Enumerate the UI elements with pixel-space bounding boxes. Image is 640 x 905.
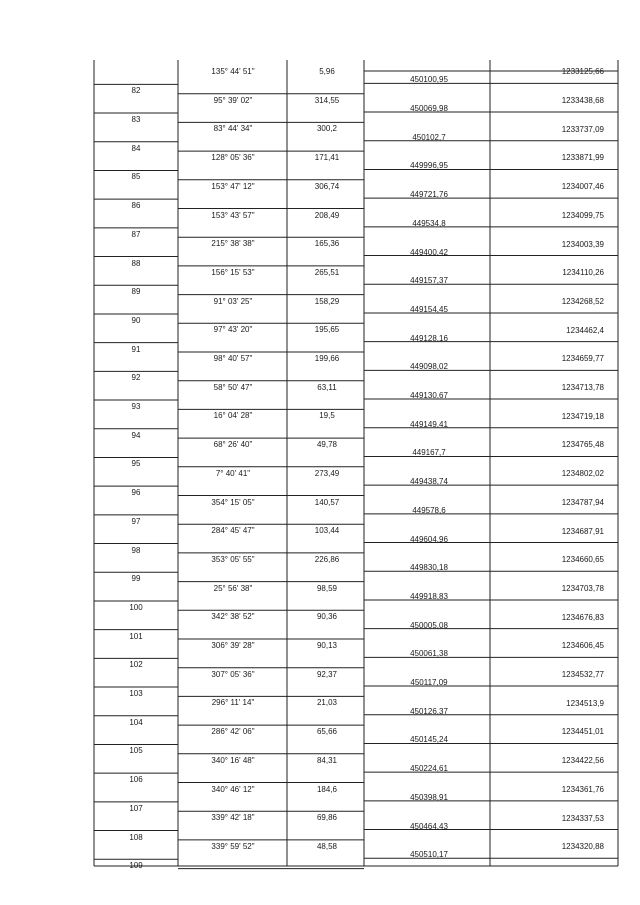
coordinate-x: 450102,7: [412, 132, 446, 142]
direction-angle: 286° 42' 06": [211, 727, 255, 737]
coordinate-y: 1234337,53: [561, 813, 604, 823]
point-number: 101: [129, 631, 143, 641]
coordinate-x: 449098,02: [410, 362, 448, 372]
point-number: 84: [131, 143, 141, 153]
direction-angle: 153° 43' 57": [211, 210, 255, 220]
coordinate-x: 449154,45: [410, 304, 448, 314]
coordinate-y: 1234099,75: [561, 210, 604, 220]
coordinate-y: 1233438,68: [561, 96, 604, 106]
coordinate-y: 1233125,66: [561, 67, 604, 77]
direction-angle: 98° 40' 57": [213, 354, 253, 363]
direction-angle: 16° 04' 28": [213, 411, 253, 421]
segment-distance: 98,59: [316, 583, 338, 593]
segment-distance: 48,58: [316, 841, 338, 851]
coordinate-x: 449128,16: [410, 333, 448, 343]
coordinate-x: 450100,95: [410, 75, 448, 85]
point-number: 85: [131, 172, 141, 182]
coordinate-y: 1234007,46: [561, 182, 604, 192]
point-number: 88: [131, 258, 141, 268]
coordinate-y: 1234703,78: [561, 583, 604, 593]
direction-angle: 307° 05' 36": [211, 669, 255, 679]
direction-angle: 91° 03' 25": [213, 296, 253, 306]
point-number: 99: [131, 574, 141, 584]
coordinate-y: 1234003,39: [561, 239, 604, 249]
direction-angle: 7° 40' 41": [215, 468, 251, 478]
coordinate-x: 450398,91: [410, 792, 448, 802]
point-number: 87: [131, 229, 141, 239]
coordinate-y: 1234765,48: [561, 440, 604, 450]
segment-distance: 314,55: [314, 95, 340, 105]
segment-distance: 19,5: [319, 411, 335, 421]
coordinate-y: 1234422,56: [561, 756, 604, 766]
direction-angle: 68° 26' 40": [213, 440, 253, 450]
segment-distance: 49,78: [316, 440, 338, 450]
segment-distance: 158,29: [314, 296, 340, 306]
coordinate-x: 449157,37: [410, 276, 448, 286]
point-number: 95: [131, 459, 141, 469]
coordinate-x: 450005,08: [410, 620, 448, 630]
segment-distance: 195,65: [314, 325, 340, 335]
coordinate-x: 449578,6: [412, 505, 446, 515]
coordinate-x: 449149,41: [410, 419, 448, 429]
coordinate-y: 1234802,02: [561, 469, 604, 479]
segment-distance: 84,31: [316, 755, 338, 765]
coordinate-y: 1234659,77: [561, 354, 604, 364]
point-number: 107: [129, 803, 143, 813]
point-number: 97: [131, 516, 141, 526]
segment-distance: 300,2: [316, 124, 338, 134]
direction-angle: 25° 56' 38": [213, 583, 253, 593]
direction-angle: 284° 45' 47": [211, 526, 255, 536]
direction-angle: 153° 47' 12": [211, 181, 255, 191]
coordinate-y: 1234451,01: [561, 727, 604, 737]
coordinate-y: 1234361,76: [561, 784, 604, 794]
segment-distance: 63,11: [317, 382, 337, 392]
coordinate-x: 450224,61: [410, 764, 448, 774]
coordinate-x: 450069,98: [410, 104, 448, 114]
point-number: 102: [129, 660, 143, 670]
point-number: 104: [129, 717, 143, 727]
coordinate-y: 1234660,65: [561, 555, 604, 565]
direction-angle: 156° 15' 53": [211, 267, 255, 277]
point-number: 91: [131, 344, 141, 354]
segment-distance: 103,44: [314, 526, 340, 536]
coordinate-y: 1234676,83: [561, 612, 604, 622]
coordinate-x: 449438,74: [410, 477, 448, 487]
coordinate-y: 1234462,4: [566, 325, 604, 335]
segment-distance: 92,37: [316, 669, 338, 679]
coordinate-x: 450117,09: [410, 678, 448, 688]
segment-distance: 273,49: [314, 468, 340, 478]
direction-angle: 353° 05' 55": [211, 554, 255, 564]
direction-angle: 342° 38' 52": [211, 612, 255, 622]
segment-distance: 208,49: [314, 210, 340, 220]
point-number: 89: [131, 287, 141, 297]
direction-angle: 306° 39' 28": [211, 641, 255, 650]
coordinate-y: 1234268,52: [561, 296, 604, 306]
coordinate-x: 449918,83: [410, 591, 448, 601]
direction-angle: 95° 39' 02": [213, 95, 253, 105]
segment-distance: 184,6: [316, 784, 338, 794]
point-number: 108: [129, 832, 143, 842]
segment-distance: 90,13: [316, 641, 338, 650]
point-number: 83: [131, 115, 141, 125]
point-number: 86: [131, 201, 141, 211]
coordinate-x: 449167,7: [412, 448, 446, 458]
segment-distance: 21,03: [316, 698, 338, 708]
segment-distance: 140,57: [314, 497, 340, 507]
direction-angle: 340° 16' 48": [211, 755, 255, 765]
direction-angle: 340° 46' 12": [211, 784, 255, 794]
point-number: 109: [129, 861, 143, 871]
segment-distance: 306,74: [314, 181, 340, 191]
direction-angle: 215° 38' 38": [211, 239, 255, 249]
point-number: 98: [131, 545, 141, 555]
direction-angle: 83° 44' 34": [213, 124, 253, 134]
direction-angle: 135° 44' 51": [211, 67, 255, 76]
coordinate-x: 449534,8: [412, 218, 446, 228]
segment-distance: 265,51: [314, 267, 340, 277]
coordinate-y: 1234532,77: [561, 670, 604, 680]
coordinate-y: 1233737,09: [561, 124, 604, 134]
point-number: 106: [129, 775, 143, 785]
coordinate-x: 450510,17: [410, 850, 448, 860]
segment-distance: 226,86: [314, 554, 340, 564]
coordinate-y: 1234320,88: [561, 842, 604, 852]
coordinate-x: 449400,42: [410, 247, 448, 257]
coordinate-y: 1234713,78: [561, 383, 604, 393]
point-number: 103: [129, 689, 143, 699]
coordinate-x: 449830,18: [410, 563, 448, 573]
point-number: 94: [131, 430, 141, 440]
point-number: 90: [131, 315, 141, 325]
point-number: 105: [129, 746, 143, 756]
point-number: 96: [131, 488, 141, 498]
coordinate-y: 1234787,94: [561, 497, 604, 507]
coordinate-y: 1234719,18: [561, 411, 604, 421]
coordinate-y: 1234687,91: [561, 526, 604, 536]
segment-distance: 5,96: [319, 67, 335, 76]
coordinate-x: 450464,43: [410, 821, 448, 831]
point-number: 93: [131, 402, 141, 412]
coordinate-x: 450145,24: [410, 735, 448, 745]
point-number: 82: [131, 86, 141, 96]
segment-distance: 90,36: [316, 612, 338, 622]
direction-angle: 339° 59' 52": [211, 841, 255, 851]
segment-distance: 171,41: [314, 153, 340, 163]
direction-angle: 296° 11' 14": [211, 698, 255, 708]
coordinate-x: 449130,67: [410, 391, 448, 401]
segment-distance: 69,86: [316, 813, 338, 823]
coordinate-x: 449721,76: [410, 190, 448, 200]
direction-angle: 97° 43' 20": [213, 325, 253, 335]
direction-angle: 354° 15' 05": [211, 497, 255, 507]
coordinate-y: 1234513,9: [566, 698, 604, 708]
coordinate-y: 1234606,45: [561, 641, 604, 651]
point-number: 92: [131, 373, 141, 383]
segment-distance: 199,66: [314, 354, 340, 363]
direction-angle: 128° 05' 36": [211, 153, 255, 163]
direction-angle: 339° 42' 18": [211, 813, 255, 823]
coordinate-y: 1233871,99: [561, 153, 604, 163]
coordinate-x: 449996,95: [410, 161, 448, 171]
coordinate-x: 449604,96: [410, 534, 448, 544]
segment-distance: 165,36: [314, 239, 340, 249]
coordinate-x: 450061,38: [410, 649, 448, 659]
segment-distance: 65,66: [316, 727, 338, 737]
coordinate-x: 450126,37: [410, 706, 448, 716]
coordinate-y: 1234110,26: [562, 268, 604, 278]
direction-angle: 58° 50' 47": [213, 382, 253, 392]
point-number: 100: [129, 602, 143, 612]
